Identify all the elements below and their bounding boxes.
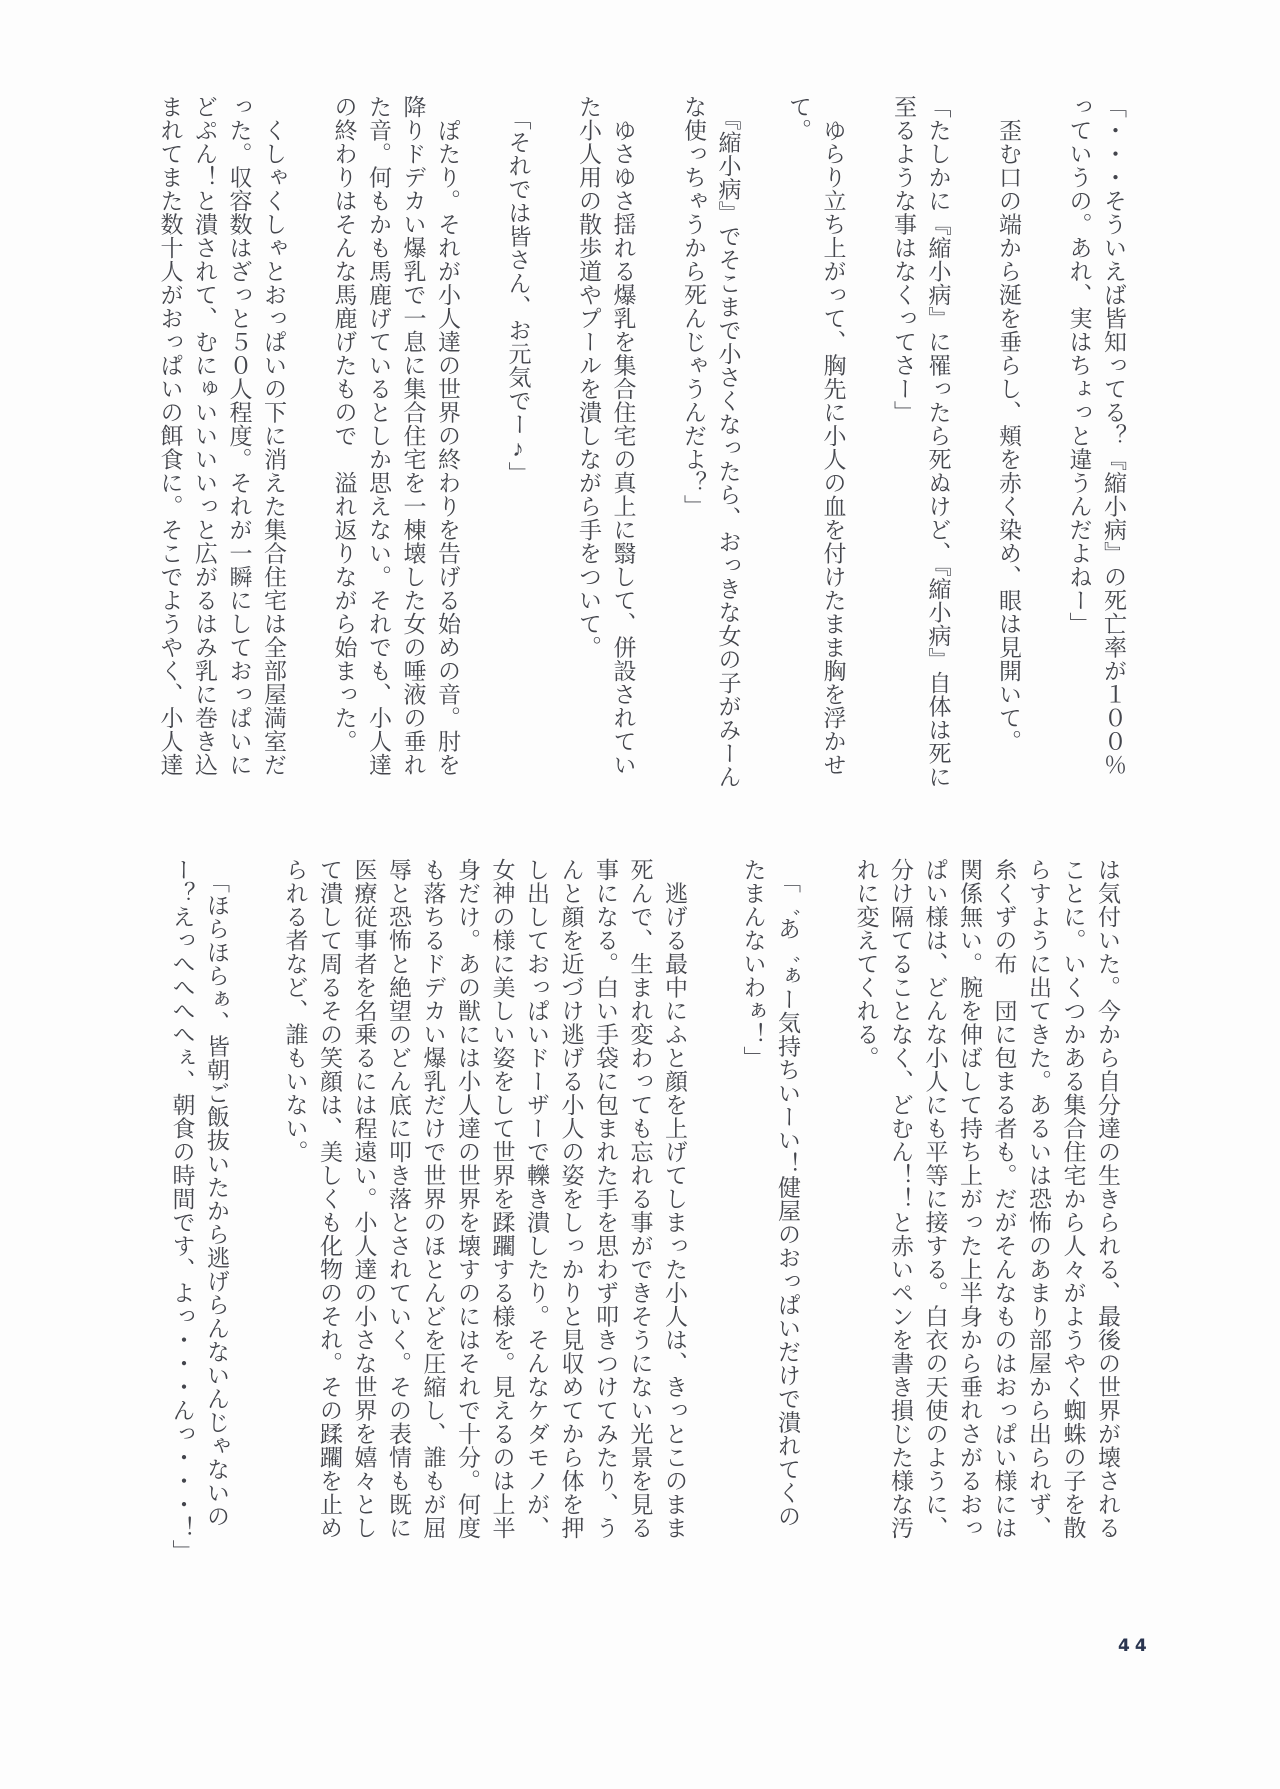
text-column: たまんないわぁ！」 <box>740 858 766 1070</box>
text-column: の終わりはそんな馬鹿げたもので 溢れ返りながら始まった。 <box>331 95 357 753</box>
text-column: 女神の様に美しい姿をして世界を蹂躙する様を。見えるのは上半 <box>489 858 515 1540</box>
text-column: んと顔を近づけ逃げる小人の姿をしっかりと見収めてから体を押 <box>558 858 584 1540</box>
text-column: て潰して周るその笑顔は、美しくも化物のそれ。その蹂躙を止め <box>317 858 342 1540</box>
paragraph <box>735 858 804 1558</box>
paragraph <box>571 95 640 795</box>
paragraph <box>500 95 535 795</box>
text-column: 糸くずの布 団に包まる者も。だがそんなものはおっぱい様には <box>991 858 1017 1540</box>
paragraph <box>991 95 1026 795</box>
text-column: 歪む口の端から涎を垂らし、頬を赤く染め、眼は見開いて。 <box>996 95 1021 753</box>
text-column: 死んで、生まれ変わっても忘れる事ができそうにない光景を見る <box>627 858 653 1540</box>
text-column: ぽたり。それが小人達の世界の終わりを告げる始めの音。肘を <box>435 95 460 777</box>
paragraph <box>848 858 1124 1558</box>
text-column: れに変えてくれる。 <box>853 858 879 1070</box>
text-column: は気付いた。今から自分達の生きられる、最後の世界が壊される <box>1095 858 1120 1540</box>
text-column: 降りドデカい爆乳で一息に集合住宅を一棟壊した女の唾液の垂れ <box>400 95 426 777</box>
text-column: ことに。いくつかある集合住宅から人々がようやく蜘蛛の子を散 <box>1060 858 1086 1540</box>
paragraph <box>886 95 955 795</box>
text-column: 分け隔てることなく、どむん！！と赤いペンを書き損じた様な汚 <box>888 858 913 1540</box>
text-column: 『縮小病』でそこまで小さくなったら、おっきな女の子がみーん <box>715 95 741 789</box>
text-column: ぱい様は、どんな小人にも平等に接する。白衣の天使のように、 <box>922 858 948 1540</box>
text-column: 関係無い。腕を伸ばして持ち上がった上半身から垂れさがるおっ <box>957 858 982 1540</box>
paragraph <box>1061 95 1130 795</box>
paragraph <box>326 95 464 795</box>
text-column: し出しておっぱいドーザーで轢き潰したり。そんなケダモノが、 <box>524 858 549 1540</box>
text-column: 「゛あ゛ぁー気持ちいーい！健屋のおっぱいだけで潰れてくの <box>775 858 800 1528</box>
text-column: 身だけ。あの獣には小人達の世界を壊すのにはそれで十分。何度 <box>455 858 480 1540</box>
text-column: 「たしかに『縮小病』に罹ったら死ぬけど、『縮小病』自体は死に <box>925 95 951 789</box>
text-column: た小人用の散歩道やプールを潰しながら手をついて。 <box>576 95 601 659</box>
text-column: ゆらり立ち上がって、胸先に小人の血を付けたまま胸を浮かせ <box>820 95 846 777</box>
text-column: 辱と恐怖と絶望のどん底に叩き落とされていく。その表情も既に <box>386 858 411 1540</box>
paragraph <box>781 95 850 795</box>
text-column: どぷん！と潰されて、むにゅいいいいっと広がるはみ乳に巻き込 <box>192 95 217 777</box>
text-column: 逃げる最中にふと顔を上げてしまった小人は、きっとこのまま <box>662 858 687 1540</box>
text-column: 「それでは皆さん、お元気でー♪」 <box>505 95 531 485</box>
paragraph <box>152 95 290 795</box>
text-column: まれてまた数十人がおっぱいの餌食に。そこでようやく、小人達 <box>157 95 183 777</box>
paragraph <box>277 858 691 1558</box>
text-column: くしゃくしゃとおっぱいの下に消えた集合住宅は全部屋満室だ <box>261 95 286 777</box>
text-column: 医療従事者を名乗るには程遠い。小人達の小さな世界を嬉々とし <box>351 858 377 1540</box>
paragraph <box>676 95 745 795</box>
text-column: らすように出てきた。あるいは恐怖のあまり部屋から出られず、 <box>1026 858 1051 1540</box>
text-column: ー？えっへへへへぇ、朝食の時間です、よっ・・・んっ・・・！」 <box>169 858 195 1563</box>
text-column: な使っちゃうから死んじゃうんだよ？」 <box>681 95 706 518</box>
text-column: っていうの。あれ、実はちょっと違うんだよねー」 <box>1066 95 1092 636</box>
text-column: 事になる。白い手袋に包まれた手を思わず叩きつけてみたり、う <box>593 858 618 1540</box>
text-column: て。 <box>786 95 811 142</box>
text-column: も落ちるドデカい爆乳だけで世界のほとんどを圧縮し、誰もが屈 <box>420 858 446 1540</box>
text-column: た音。何もかも馬鹿げているとしか思えない。それでも、小人達 <box>366 95 391 777</box>
page-number: 44 <box>1118 1636 1152 1656</box>
text-column: 「ほらほらぁ、皆朝ご飯抜いたから逃げらんないんじゃないの <box>204 858 229 1528</box>
text-block-bottom <box>164 858 1124 1563</box>
text-column: 「・・・そういえば皆知ってる？『縮小病』の死亡率が１００％ <box>1101 95 1126 777</box>
text-column: ゆさゆさ揺れる爆乳を集合住宅の真上に翳して、併設されてい <box>610 95 636 777</box>
text-column: られる者など、誰もいない。 <box>282 858 308 1164</box>
text-block-top <box>152 95 1130 795</box>
text-column: 至るような事はなくってさー」 <box>891 95 916 424</box>
text-column: った。収容数はざっと５０人程度。それが一瞬にしておっぱいに <box>226 95 252 777</box>
paragraph <box>164 858 233 1563</box>
